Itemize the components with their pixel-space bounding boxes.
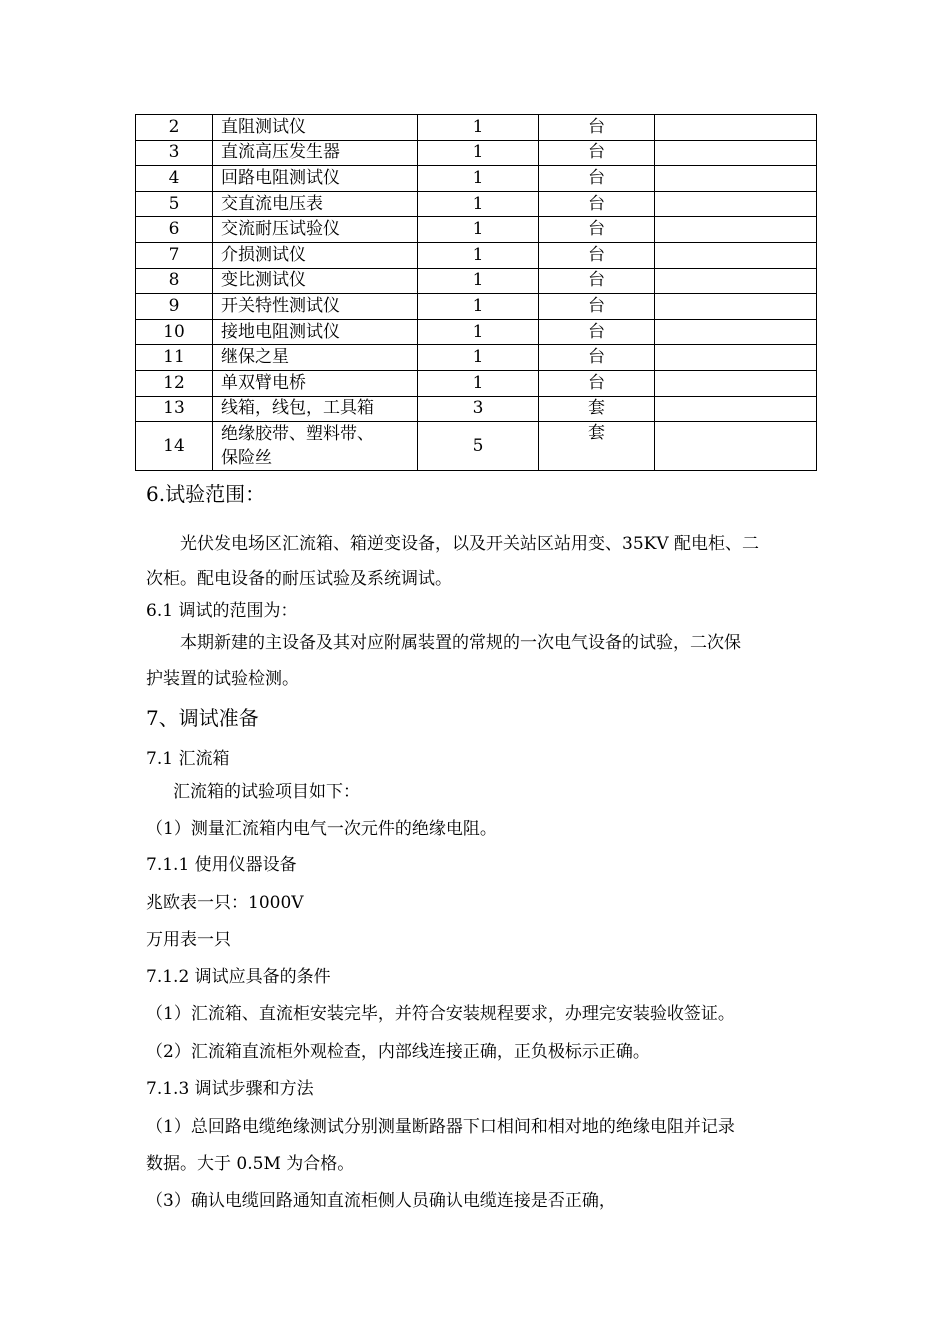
equipment-quantity: 1 xyxy=(418,268,539,294)
equipment-note xyxy=(655,140,817,166)
equipment-quantity: 1 xyxy=(418,370,539,396)
section-6-paragraph-line: 光伏发电场区汇流箱、箱逆变设备，以及开关站区站用变、35KV 配电柜、二 xyxy=(180,534,760,554)
equipment-quantity: 3 xyxy=(418,396,539,422)
section-7-1-item: （1）测量汇流箱内电气一次元件的绝缘电阻。 xyxy=(146,819,497,839)
table-row xyxy=(136,294,817,320)
table-row xyxy=(136,345,817,371)
equipment-note xyxy=(655,370,817,396)
table-row xyxy=(136,422,817,471)
table-row xyxy=(136,242,817,268)
equipment-name: 直流高压发生器 xyxy=(213,140,418,166)
equipment-quantity: 1 xyxy=(418,191,539,217)
row-number: 2 xyxy=(136,115,213,141)
table-row xyxy=(136,396,817,422)
table-row xyxy=(136,115,817,141)
equipment-name: 介损测试仪 xyxy=(213,242,418,268)
section-7-1-2-heading: 7.1.2 调试应具备的条件 xyxy=(146,967,331,987)
table-row xyxy=(136,140,817,166)
row-number: 7 xyxy=(136,242,213,268)
equipment-unit: 台 xyxy=(539,268,655,294)
equipment-quantity: 1 xyxy=(418,115,539,141)
section-6-heading: 6.试验范围： xyxy=(146,482,266,506)
equipment-note xyxy=(655,319,817,345)
table-row xyxy=(136,191,817,217)
equipment-quantity: 1 xyxy=(418,294,539,320)
equipment-name: 直阻测试仪 xyxy=(213,115,418,141)
step-item-line: 数据。大于 0.5M 为合格。 xyxy=(146,1154,355,1174)
row-number: 10 xyxy=(136,319,213,345)
row-number: 6 xyxy=(136,217,213,243)
equipment-unit: 套 xyxy=(539,396,655,422)
equipment-note xyxy=(655,242,817,268)
equipment-quantity: 1 xyxy=(418,140,539,166)
equipment-note xyxy=(655,191,817,217)
row-number: 8 xyxy=(136,268,213,294)
condition-item: （1）汇流箱、直流柜安装完毕，并符合安装规程要求，办理完安装验收签证。 xyxy=(146,1004,735,1024)
equipment-name: 线箱，线包，工具箱 xyxy=(213,396,418,422)
equipment-table xyxy=(135,114,817,471)
equipment-note xyxy=(655,217,817,243)
equipment-unit: 台 xyxy=(539,294,655,320)
equipment-note xyxy=(655,115,817,141)
equipment-name: 继保之星 xyxy=(213,345,418,371)
table-row xyxy=(136,268,817,294)
equipment-name: 接地电阻测试仪 xyxy=(213,319,418,345)
condition-item: （2）汇流箱直流柜外观检查，内部线连接正确，正负极标示正确。 xyxy=(146,1042,650,1062)
equipment-unit: 台 xyxy=(539,319,655,345)
section-7-1-heading: 7.1 汇流箱 xyxy=(146,749,230,769)
equipment-name: 交流耐压试验仪 xyxy=(213,217,418,243)
equipment-unit: 套 xyxy=(539,422,655,471)
section-7-1-intro: 汇流箱的试验项目如下： xyxy=(173,782,360,802)
section-6-1-heading: 6.1 调试的范围为： xyxy=(146,601,298,621)
equipment-name: 单双臂电桥 xyxy=(213,370,418,396)
equipment-unit: 台 xyxy=(539,217,655,243)
equipment-unit: 台 xyxy=(539,370,655,396)
equipment-unit: 台 xyxy=(539,191,655,217)
equipment-unit: 台 xyxy=(539,345,655,371)
equipment-quantity: 1 xyxy=(418,319,539,345)
equipment-name: 交直流电压表 xyxy=(213,191,418,217)
step-item-line: （1）总回路电缆绝缘测试分别测量断路器下口相间和相对地的绝缘电阻并记录 xyxy=(146,1117,735,1137)
table-row xyxy=(136,166,817,192)
row-number: 3 xyxy=(136,140,213,166)
equipment-unit: 台 xyxy=(539,166,655,192)
section-6-1-paragraph-line: 本期新建的主设备及其对应附属装置的常规的一次电气设备的试验，二次保 xyxy=(180,633,741,653)
row-number: 12 xyxy=(136,370,213,396)
section-6-paragraph-line: 次柜。配电设备的耐压试验及系统调试。 xyxy=(146,569,452,589)
equipment-name-line: 保险丝 xyxy=(221,448,272,469)
equipment-quantity: 1 xyxy=(418,217,539,243)
section-6-1-paragraph-line: 护装置的试验检测。 xyxy=(146,669,299,689)
equipment-name-line: 绝缘胶带、塑料带、 xyxy=(221,424,374,445)
equipment-note xyxy=(655,294,817,320)
section-7-1-1-heading: 7.1.1 使用仪器设备 xyxy=(146,855,297,875)
equipment-quantity: 1 xyxy=(418,166,539,192)
equipment-unit: 台 xyxy=(539,140,655,166)
step-item: （3）确认电缆回路通知直流柜侧人员确认电缆连接是否正确， xyxy=(146,1191,616,1211)
table-row xyxy=(136,370,817,396)
equipment-note xyxy=(655,396,817,422)
instrument-line: 兆欧表一只：1000V xyxy=(146,893,304,913)
row-number: 9 xyxy=(136,294,213,320)
row-number: 11 xyxy=(136,345,213,371)
table-row xyxy=(136,319,817,345)
equipment-name: 开关特性测试仪 xyxy=(213,294,418,320)
equipment-note xyxy=(655,166,817,192)
row-number: 13 xyxy=(136,396,213,422)
equipment-unit: 台 xyxy=(539,115,655,141)
equipment-name: 变比测试仪 xyxy=(213,268,418,294)
equipment-note xyxy=(655,345,817,371)
equipment-quantity: 1 xyxy=(418,345,539,371)
section-7-heading: 7、调试准备 xyxy=(146,706,259,730)
instrument-line: 万用表一只 xyxy=(146,930,231,950)
row-number: 4 xyxy=(136,166,213,192)
equipment-quantity: 1 xyxy=(418,242,539,268)
equipment-name: 回路电阻测试仪 xyxy=(213,166,418,192)
table-row xyxy=(136,217,817,243)
equipment-note xyxy=(655,422,817,471)
row-number: 5 xyxy=(136,191,213,217)
equipment-quantity: 5 xyxy=(418,422,539,471)
equipment-note xyxy=(655,268,817,294)
equipment-unit: 台 xyxy=(539,242,655,268)
equipment-name xyxy=(213,422,418,471)
row-number: 14 xyxy=(136,422,213,471)
section-7-1-3-heading: 7.1.3 调试步骤和方法 xyxy=(146,1079,314,1099)
